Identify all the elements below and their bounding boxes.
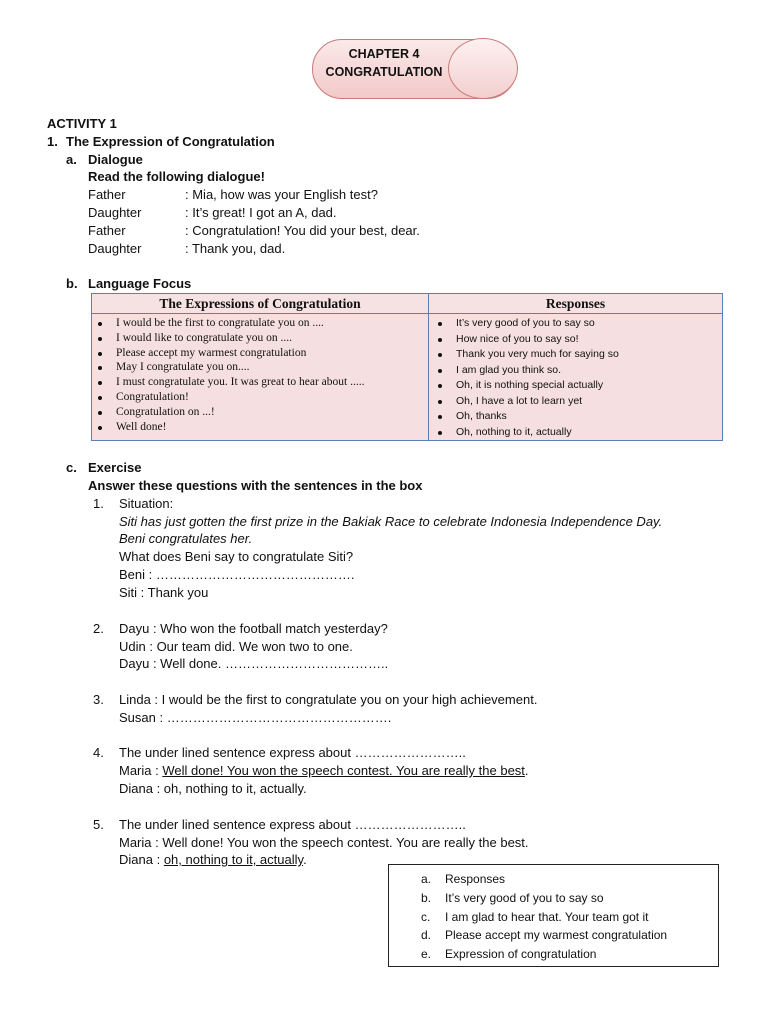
- dialogue-line: [119, 762, 529, 780]
- expression-item: Please accept my warmest congratulation: [92, 346, 364, 361]
- section-number: 1.: [47, 134, 58, 149]
- question-number: 3.: [93, 692, 104, 707]
- chapter-title: CONGRATULATION: [325, 65, 443, 79]
- dialogue-line: Udin : Our team did. We won two to one.: [119, 639, 353, 654]
- speaker-label: Diana :: [119, 852, 164, 867]
- dialogue-text: : It’s great! I got an A, dad.: [185, 205, 337, 220]
- question-text: The under lined sentence express about ……………………..: [119, 817, 466, 832]
- question-number: 2.: [93, 621, 104, 636]
- response-item: I am glad you think so.: [432, 363, 619, 379]
- dialogue-line: [119, 851, 307, 869]
- dialogue-line: Diana : oh, nothing to it, actually.: [119, 781, 307, 796]
- dialogue-line: Linda : I would be the first to congratulate you on your high achievement.: [119, 692, 538, 707]
- response-item: Oh, thanks: [432, 409, 619, 425]
- underlined-sentence: oh, nothing to it, actually: [163, 852, 304, 867]
- activity-heading: ACTIVITY 1: [47, 116, 117, 131]
- dialogue-speaker: Father: [88, 187, 126, 202]
- dialogue-speaker: Father: [88, 223, 126, 238]
- dialogue-text: : Mia, how was your English test?: [185, 187, 378, 202]
- expression-item: Congratulation!: [92, 390, 364, 405]
- response-item: Oh, it is nothing special actually: [432, 378, 619, 394]
- exercise-instruction: Answer these questions with the sentences in the box: [88, 478, 423, 493]
- chapter-number: CHAPTER 4: [348, 47, 420, 61]
- responses-list: [432, 316, 619, 440]
- sentence-end: .: [303, 852, 307, 867]
- situation-text: Beni congratulates her.: [119, 531, 253, 546]
- language-focus-letter: b.: [66, 276, 78, 291]
- speaker-label: Maria :: [119, 763, 163, 778]
- column-divider: [428, 294, 429, 440]
- response-item: It’s very good of you to say so: [432, 316, 619, 332]
- dialogue-line: Maria : Well done! You won the speech contest. You are really the best.: [119, 835, 529, 850]
- expression-item: Well done!: [92, 420, 364, 435]
- expressions-header: The Expressions of Congratulation: [92, 294, 428, 314]
- question-number: 4.: [93, 745, 104, 760]
- language-focus-table: [91, 293, 723, 441]
- situation-text: Siti has just gotten the first prize in the Bakiak Race to celebrate Indonesia Independence Day.: [119, 514, 663, 529]
- response-item: Thank you very much for saying so: [432, 347, 619, 363]
- expression-item: I would be the first to congratulate you on ....: [92, 316, 364, 331]
- language-focus-title: Language Focus: [88, 276, 192, 291]
- expression-item: Congratulation on ...!: [92, 405, 364, 420]
- response-item: Oh, I have a lot to learn yet: [432, 394, 619, 410]
- response-item: How nice of you to say so!: [432, 332, 619, 348]
- question-number: 5.: [93, 817, 104, 832]
- banner-cap-shape: [448, 38, 518, 99]
- answer-blank-line: Beni : ……………………………………….: [119, 567, 355, 582]
- dialogue-title: Dialogue: [88, 152, 143, 167]
- dialogue-line: Siti : Thank you: [119, 585, 209, 600]
- underlined-sentence: Well done! You won the speech contest. You are really the best: [162, 763, 525, 778]
- expression-item: May I congratulate you on....: [92, 360, 364, 375]
- answer-options-box: a. Responses b. It’s very good of you to say so c. I am glad to hear that. Your team got it d. Please accept my warmest congratulation e. Expression of congratulation: [388, 864, 719, 967]
- dialogue-speaker: Daughter: [88, 241, 142, 256]
- question-number: 1.: [93, 496, 104, 511]
- question-text: What does Beni say to congratulate Siti?: [119, 549, 354, 564]
- situation-label: Situation:: [119, 496, 174, 511]
- dialogue-text: : Congratulation! You did your best, dear.: [185, 223, 420, 238]
- expression-item: I must congratulate you. It was great to hear about .....: [92, 375, 364, 390]
- expression-item: I would like to congratulate you on ....: [92, 331, 364, 346]
- dialogue-text: : Thank you, dad.: [185, 241, 286, 256]
- exercise-letter: c.: [66, 460, 77, 475]
- response-item: Oh, nothing to it, actually: [432, 425, 619, 441]
- question-text: The under lined sentence express about ……………………..: [119, 745, 466, 760]
- answer-blank-line: Dayu : Well done. ………………………………..: [119, 656, 389, 671]
- expressions-list: [92, 316, 364, 434]
- dialogue-line: Dayu : Who won the football match yesterday?: [119, 621, 388, 636]
- dialogue-letter: a.: [66, 152, 77, 167]
- responses-header: Responses: [429, 294, 722, 314]
- section-title: The Expression of Congratulation: [66, 134, 275, 149]
- dialogue-speaker: Daughter: [88, 205, 142, 220]
- chapter-banner: [312, 39, 517, 99]
- sentence-end: .: [524, 763, 529, 778]
- exercise-title: Exercise: [88, 460, 142, 475]
- dialogue-instruction: Read the following dialogue!: [88, 169, 265, 184]
- answer-blank-line: Susan : …………………………………………….: [119, 710, 392, 725]
